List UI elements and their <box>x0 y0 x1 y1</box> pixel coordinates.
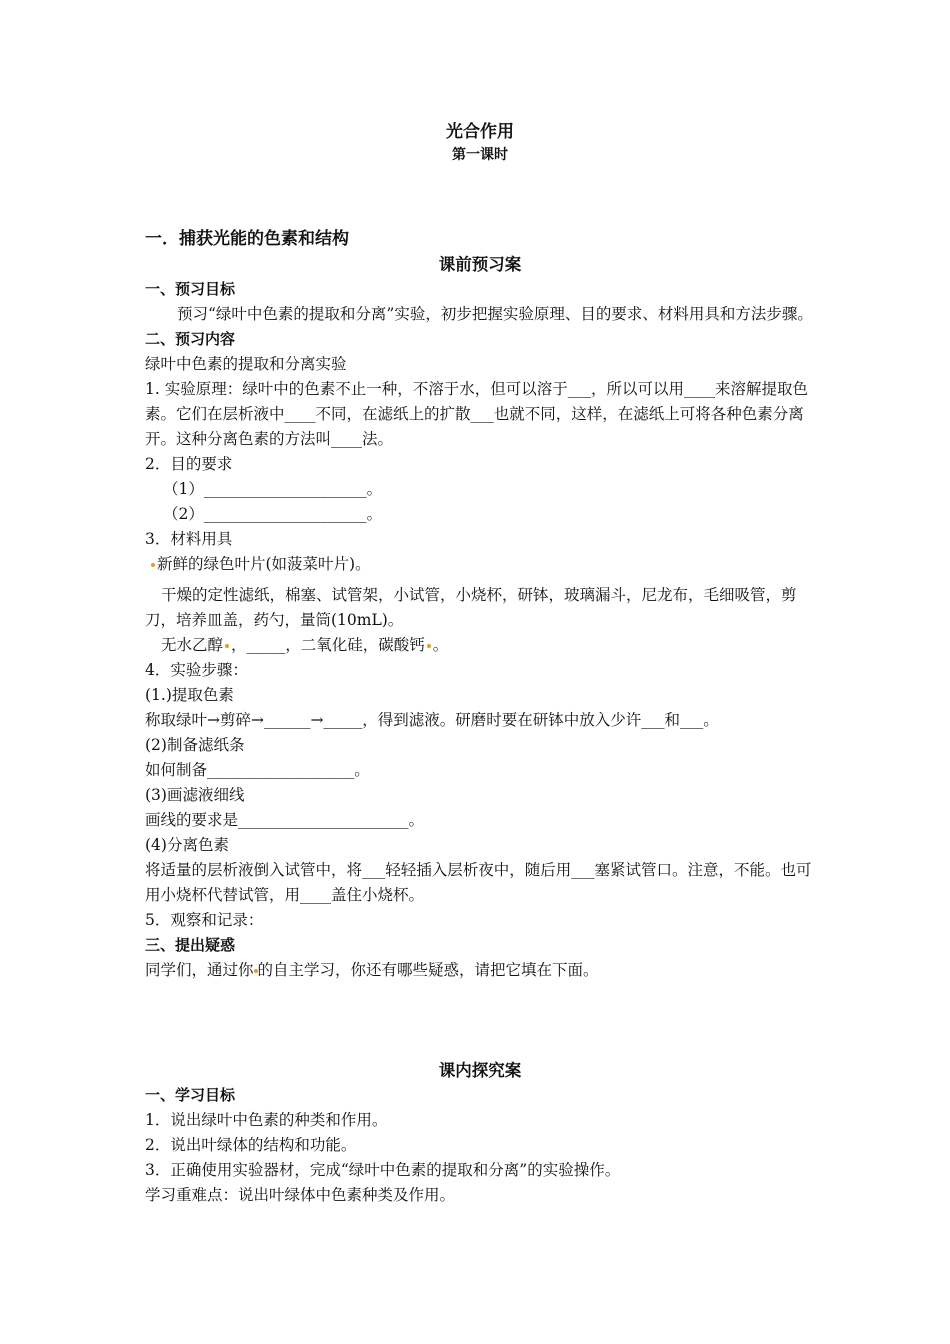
purpose-item: （1）_____________________。 <box>163 480 383 498</box>
step-heading: (1.)提取色素 <box>145 686 234 704</box>
material-item <box>145 633 815 658</box>
section-heading: 一．捕获光能的色素和结构 <box>145 229 349 249</box>
step-heading: (2)制备滤纸条 <box>145 736 245 754</box>
material-item-text: 干燥的定性滤纸，棉塞、试管架，小试管，小烧杯，研钵，玻璃漏斗，尼龙布，毛细吸管，剪刀，培养皿盖，药勺，量筒(10mL)。 <box>145 586 797 629</box>
experiment-title: 绿叶中色素的提取和分离实验 <box>145 355 347 373</box>
mark-icon <box>151 563 155 567</box>
step-text: 画线的要求是______________________。 <box>145 811 425 829</box>
page-title: 光合作用 <box>446 122 514 142</box>
learn-item: 3．正确使用实验器材，完成“绿叶中色素的提取和分离”的实验操作。 <box>145 1161 621 1179</box>
doubt-text-part: 同学们，通过你 <box>145 961 254 979</box>
goal-heading: 一、预习目标 <box>145 280 236 298</box>
learn-heading: 一、学习目标 <box>145 1086 236 1104</box>
material-item <box>145 583 815 633</box>
material-item-text: 。 <box>432 636 449 654</box>
learn-item: 2．说出叶绿体的结构和功能。 <box>145 1136 357 1154</box>
material-item <box>145 552 815 577</box>
content-heading: 二、预习内容 <box>145 330 236 348</box>
material-item-text: 新鲜的绿色叶片(如菠菜叶片)。 <box>157 555 371 573</box>
mark-icon <box>427 644 431 648</box>
doubt-heading: 三、提出疑惑 <box>145 936 236 954</box>
document-body <box>145 120 815 1208</box>
doubt-text <box>145 958 815 983</box>
material-heading: 3．材料用具 <box>145 530 233 548</box>
material-item-text: 无水乙醇 <box>161 636 224 654</box>
in-case-heading: 课内探究案 <box>438 1061 522 1080</box>
step-text: 称取绿叶→剪碎→______→_____，得到滤液。研磨时要在研钵中放入少许___和___。 <box>145 711 719 729</box>
key-points: 学习重难点：说出叶绿体中色素种类及作用。 <box>145 1186 456 1204</box>
goal-text: 预习“绿叶中色素的提取和分离”实验，初步把握实验原理、目的要求、材料用具和方法步骤。 <box>177 305 813 323</box>
material-item-text: ，_____，二氧化硅，碳酸钙 <box>231 636 425 654</box>
principle-text: 1. 实验原理：绿叶中的色素不止一种，不溶于水，但可以溶于___，所以可以用____来溶解提取色素。它们在层析液中____不同，在滤纸上的扩散___也就不同，这样，在滤纸上可将各种色素分离开。这种分离色素的方法叫____法。 <box>145 380 808 448</box>
doubt-text-part: 的自主学习，你还有哪些疑惑，请把它填在下面。 <box>257 961 599 979</box>
learn-item: 1．说出绿叶中色素的种类和作用。 <box>145 1111 388 1129</box>
step-heading: (4)分离色素 <box>145 836 229 854</box>
page-subtitle: 第一课时 <box>452 147 508 163</box>
step-heading: (3)画滤液细线 <box>145 786 245 804</box>
observe-heading: 5．观察和记录： <box>145 911 264 929</box>
pre-case-heading: 课前预习案 <box>438 255 522 274</box>
mark-icon <box>225 644 229 648</box>
steps-heading: 4．实验步骤： <box>145 661 248 679</box>
step-text: 如何制备___________________。 <box>145 761 370 779</box>
step-text: 将适量的层析液倒入试管中，将___轻轻插入层析夜中，随后用___塞紧试管口。注意，不能。也可用小烧杯代替试管，用____盖住小烧杯。 <box>145 861 812 904</box>
purpose-item: （2）_____________________。 <box>163 505 383 523</box>
purpose-heading: 2．目的要求 <box>145 455 233 473</box>
